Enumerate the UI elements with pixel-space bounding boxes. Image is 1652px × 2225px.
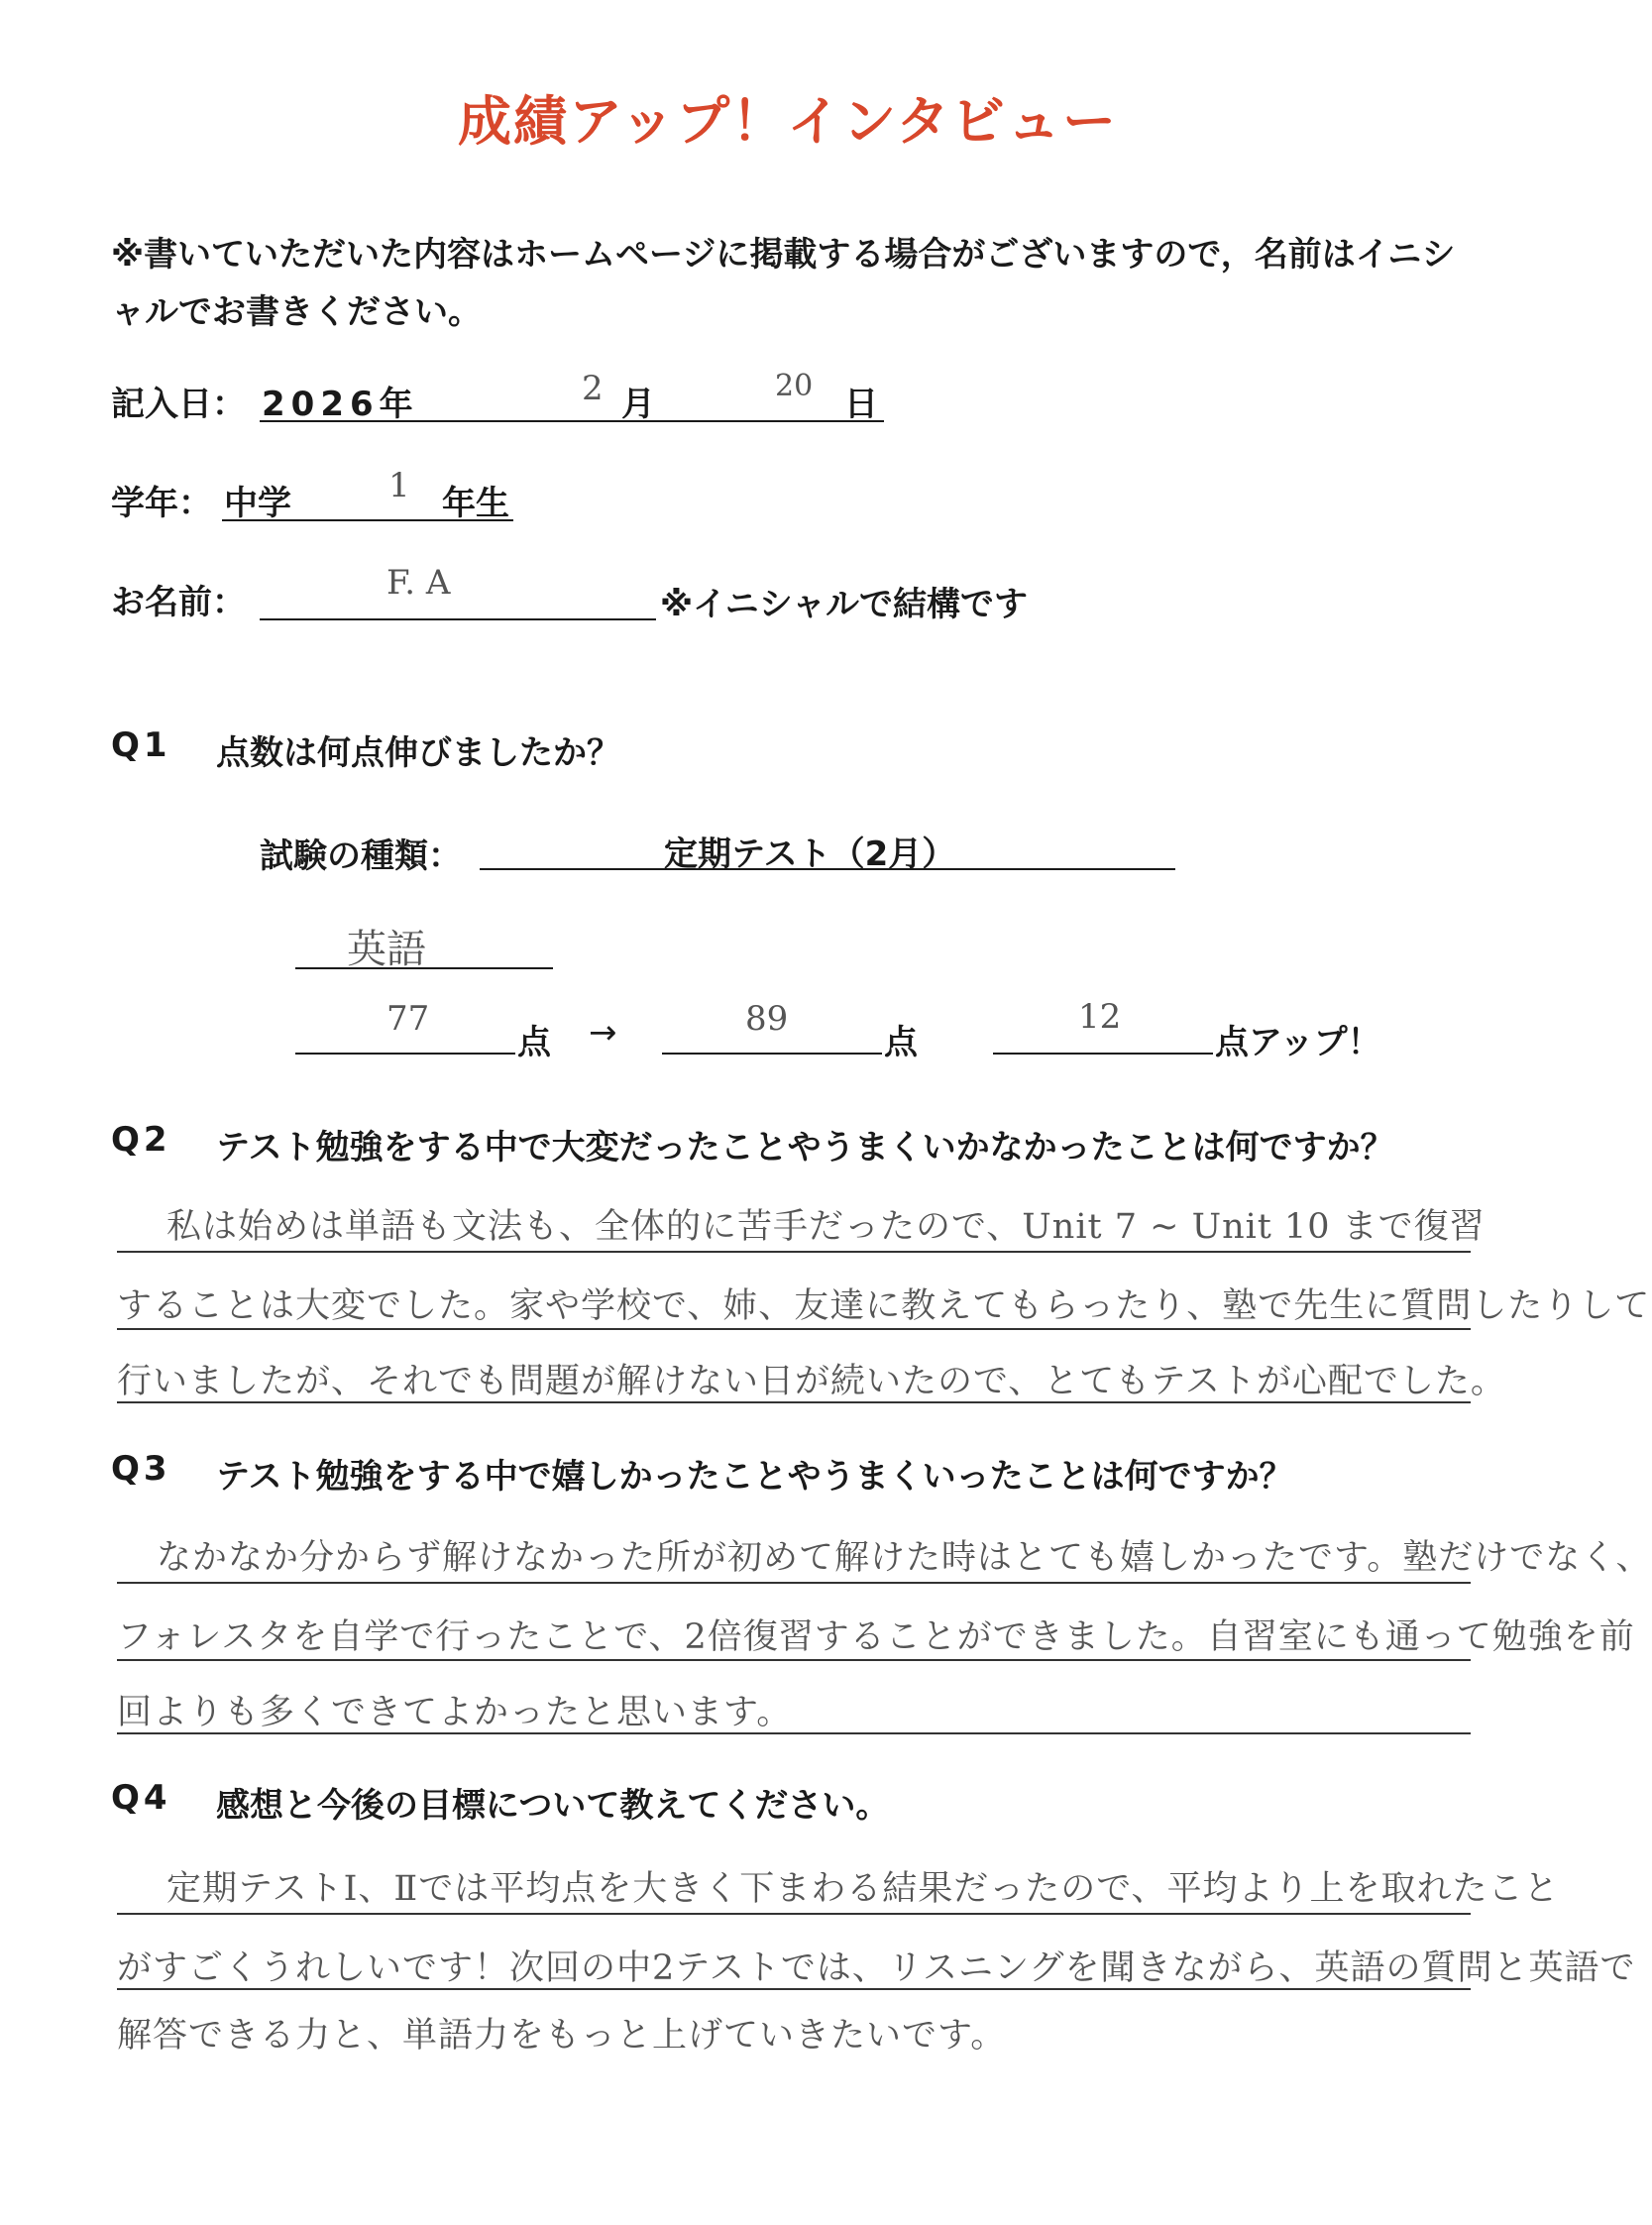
- q1-number: Q1: [111, 725, 171, 765]
- q2-question: テスト勉強をする中で大変だったことやうまくいかなかったことは何ですか？: [216, 1128, 1394, 1168]
- q3-answer-line-3: 回よりも多くできてよかったと思います。: [117, 1693, 793, 1732]
- subject-field[interactable]: [295, 918, 553, 972]
- score-before-value: 77: [386, 999, 430, 1039]
- q4-number: Q4: [111, 1778, 171, 1818]
- grade-prefix: 中学: [224, 484, 291, 523]
- q3-answer-line-2: フォレスタを自学で行ったことで、2倍復習することができました。自習室にも通って勉強を前: [117, 1617, 1635, 1657]
- q3-question: テスト勉強をする中で嬉しかったことやうまくいったことは何ですか？: [216, 1457, 1293, 1497]
- q2-number: Q2: [111, 1120, 171, 1160]
- q2-answer-rule-2: [117, 1328, 1471, 1330]
- entry-day-unit: 日: [844, 385, 878, 424]
- arrow-icon: →: [589, 1013, 617, 1053]
- score-after-unit: 点: [884, 1023, 918, 1062]
- entry-day-value: 20: [775, 369, 814, 403]
- q3-number: Q3: [111, 1449, 171, 1489]
- page-title: 成績アップ！インタビュー: [457, 90, 1119, 153]
- score-before-unit: 点: [517, 1023, 551, 1062]
- q4-question: 感想と今後の目標について教えてください。: [216, 1786, 890, 1826]
- q4-answer-line-2: がすごくうれしいです！次回の中2テストでは、リスニングを聞きながら、英語の質問と英語で: [117, 1948, 1636, 1988]
- name-field[interactable]: [260, 563, 656, 620]
- notice-text: ※書いていただいた内容はホームページに掲載する場合がございますので，名前はイニシャルでお書きください。: [111, 235, 1456, 332]
- entry-date-field[interactable]: [260, 369, 884, 424]
- entry-date-label: 記入日：: [111, 385, 246, 424]
- score-after-value: 89: [745, 999, 789, 1039]
- entry-month-value: 2: [582, 369, 604, 408]
- score-increase-suffix: 点アップ！: [1215, 1023, 1381, 1062]
- q4-answer-line-1: 定期テストⅠ、Ⅱでは平均点を大きく下まわる結果だったので、平均より上を取れたこと: [166, 1869, 1560, 1909]
- grade-field[interactable]: [222, 466, 513, 523]
- name-label: お名前：: [111, 583, 246, 622]
- exam-type-field[interactable]: [480, 823, 1175, 874]
- q3-answer-rule-3: [117, 1732, 1471, 1734]
- q2-answer-line-3: 行いましたが、それでも問題が解けない日が続いたので、とてもテストが心配でした。: [117, 1362, 1506, 1401]
- grade-suffix: 年生: [442, 484, 509, 523]
- q1-question: 点数は何点伸びましたか？: [216, 733, 620, 773]
- grade-label: 学年：: [111, 484, 212, 523]
- q2-answer-line-2: することは大変でした。家や学校で、姉、友達に教えてもらったり、塾で先生に質問したりして: [117, 1286, 1651, 1326]
- q3-answer-line-1: なかなか分からず解けなかった所が初めて解けた時はとても嬉しかったです。塾だけでなく、: [157, 1538, 1652, 1578]
- score-increase-value: 12: [1078, 997, 1122, 1037]
- score-increase-field[interactable]: [993, 997, 1213, 1055]
- entry-month-unit: 月: [621, 385, 655, 424]
- q2-answer-rule-1: [117, 1251, 1471, 1253]
- q4-answer-rule-2: [117, 1988, 1471, 1990]
- subject-value: 英語: [347, 927, 426, 972]
- exam-type-value: 定期テスト（2月）: [664, 834, 956, 874]
- q2-answer-line-1: 私は始めは単語も文法も、全体的に苦手だったので、Unit 7 ~ Unit 10 まで復習: [166, 1207, 1486, 1247]
- score-after-field[interactable]: [662, 999, 882, 1055]
- q4-answer-rule-1: [117, 1913, 1471, 1915]
- grade-value: 1: [388, 466, 410, 505]
- q4-answer-line-3: 解答できる力と、単語力をもっと上げていきたいです。: [117, 2016, 1007, 2056]
- exam-type-label: 試験の種類：: [260, 836, 462, 876]
- q3-answer-rule-2: [117, 1659, 1471, 1661]
- entry-year: 2026年: [262, 385, 419, 424]
- q3-answer-rule-1: [117, 1582, 1471, 1584]
- q2-answer-rule-3: [117, 1401, 1471, 1403]
- name-note: ※イニシャルで結構です: [660, 585, 1029, 624]
- name-value: F. A: [386, 563, 451, 603]
- score-before-field[interactable]: [295, 999, 515, 1055]
